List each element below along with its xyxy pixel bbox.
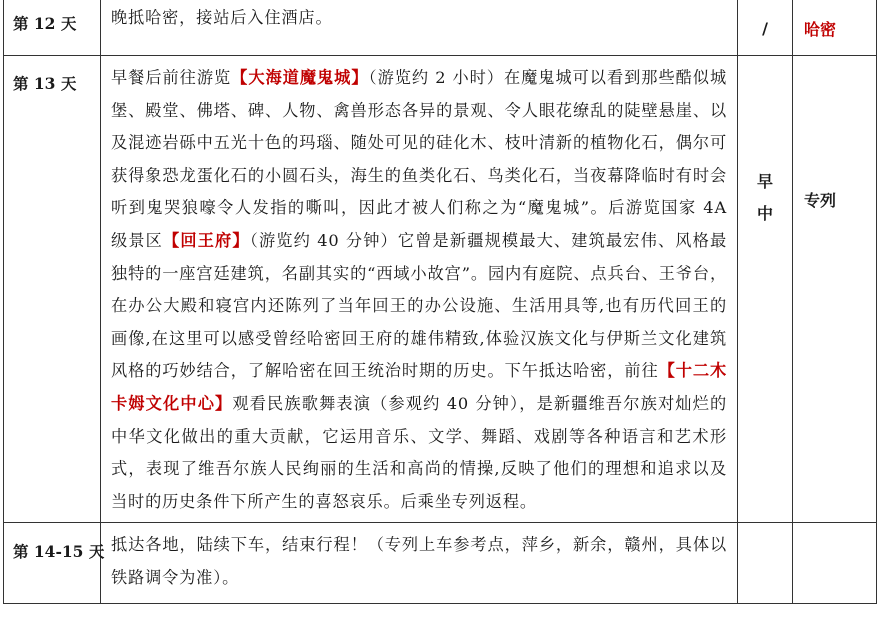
hotel-location: 专列	[804, 191, 837, 210]
day-label: 第 12 天	[4, 0, 101, 56]
meal-lunch: 中	[756, 204, 773, 223]
day-label: 第 14-15 天	[4, 523, 101, 603]
meals-cell	[738, 0, 793, 56]
hotel-cell	[793, 0, 877, 56]
day-description	[101, 56, 738, 523]
meals-cell	[738, 56, 793, 523]
description-text: （游览约 2 小时）在魔鬼城可以看到那些酷似城堡、殿堂、佛塔、碑、人物、禽兽形态各异的景观、令人眼花缭乱的陡壁悬崖、以及混迹岩砾中五光十色的玛瑙、随处可见的硅化木、枝叶清新的植物化石，偶尔可获得象恐龙蛋化石的小圆石头，海生的鱼类化石、鸟类化石，当夜幕降临时有时会听到鬼哭狼嚎令人发指的嘶叫，因此才被人们称之为“魔鬼城”。后游览国家 4A 级景区	[111, 68, 727, 250]
description-text: 抵达各地，陆续下车，结束行程！（专列上车参考点，萍乡，新余，赣州，具体以铁路调令为准）。	[111, 535, 727, 587]
description-text: （游览约 40 分钟）它曾是新疆规模最大、建筑最宏伟、风格最独特的一座宫廷建筑，名副其实的“西域小故宫”。园内有庭院、点兵台、王爷台，在办公大殿和寝宫内还陈列了当年回王的办公设施、生活用具等,也有历代回王的画像,在这里可以感受曾经哈密回王府的雄伟精致,体验汉族文化与伊斯兰文化建筑风格的巧妙结合，了解哈密在回王统治时期的历史。下午抵达哈密，前往	[111, 230, 727, 381]
itinerary-row-day-13	[4, 56, 877, 523]
itinerary-row-day-14-15	[4, 523, 877, 603]
meal-breakfast: 早	[756, 172, 773, 191]
hotel-cell	[793, 56, 877, 523]
attraction-highlight-devil-city: 【大海道魔鬼城】	[231, 68, 369, 87]
day-label: 第 13 天	[4, 56, 101, 523]
description-text: 观看民族歌舞表演（参观约 40 分钟），是新疆维吾尔族对灿烂的中华文化做出的重大贡献，它运用音乐、文学、舞蹈、戏剧等各种语言和艺术形式，表现了维吾尔族人民绚丽的生活和高尚的情操,反映了他们的理想和追求以及当时的历史条件下所产生的喜怒哀乐。后乘坐专列返程。	[111, 393, 727, 511]
hotel-cell	[793, 523, 877, 603]
description-text: 晚抵哈密，接站后入住酒店。	[111, 8, 333, 27]
day-description	[101, 523, 738, 603]
meal-none: /	[762, 19, 768, 38]
hotel-location: 哈密	[804, 20, 837, 39]
attraction-highlight-muqam-center: 【十二木卡姆文化中心】	[111, 361, 728, 413]
itinerary-row-day-12	[4, 0, 877, 56]
description-text: 早餐后前往游览	[111, 68, 232, 87]
itinerary-table	[3, 0, 877, 604]
attraction-highlight-hui-palace: 【回王府】	[163, 230, 250, 250]
meals-cell	[738, 523, 793, 603]
day-description	[101, 0, 738, 56]
